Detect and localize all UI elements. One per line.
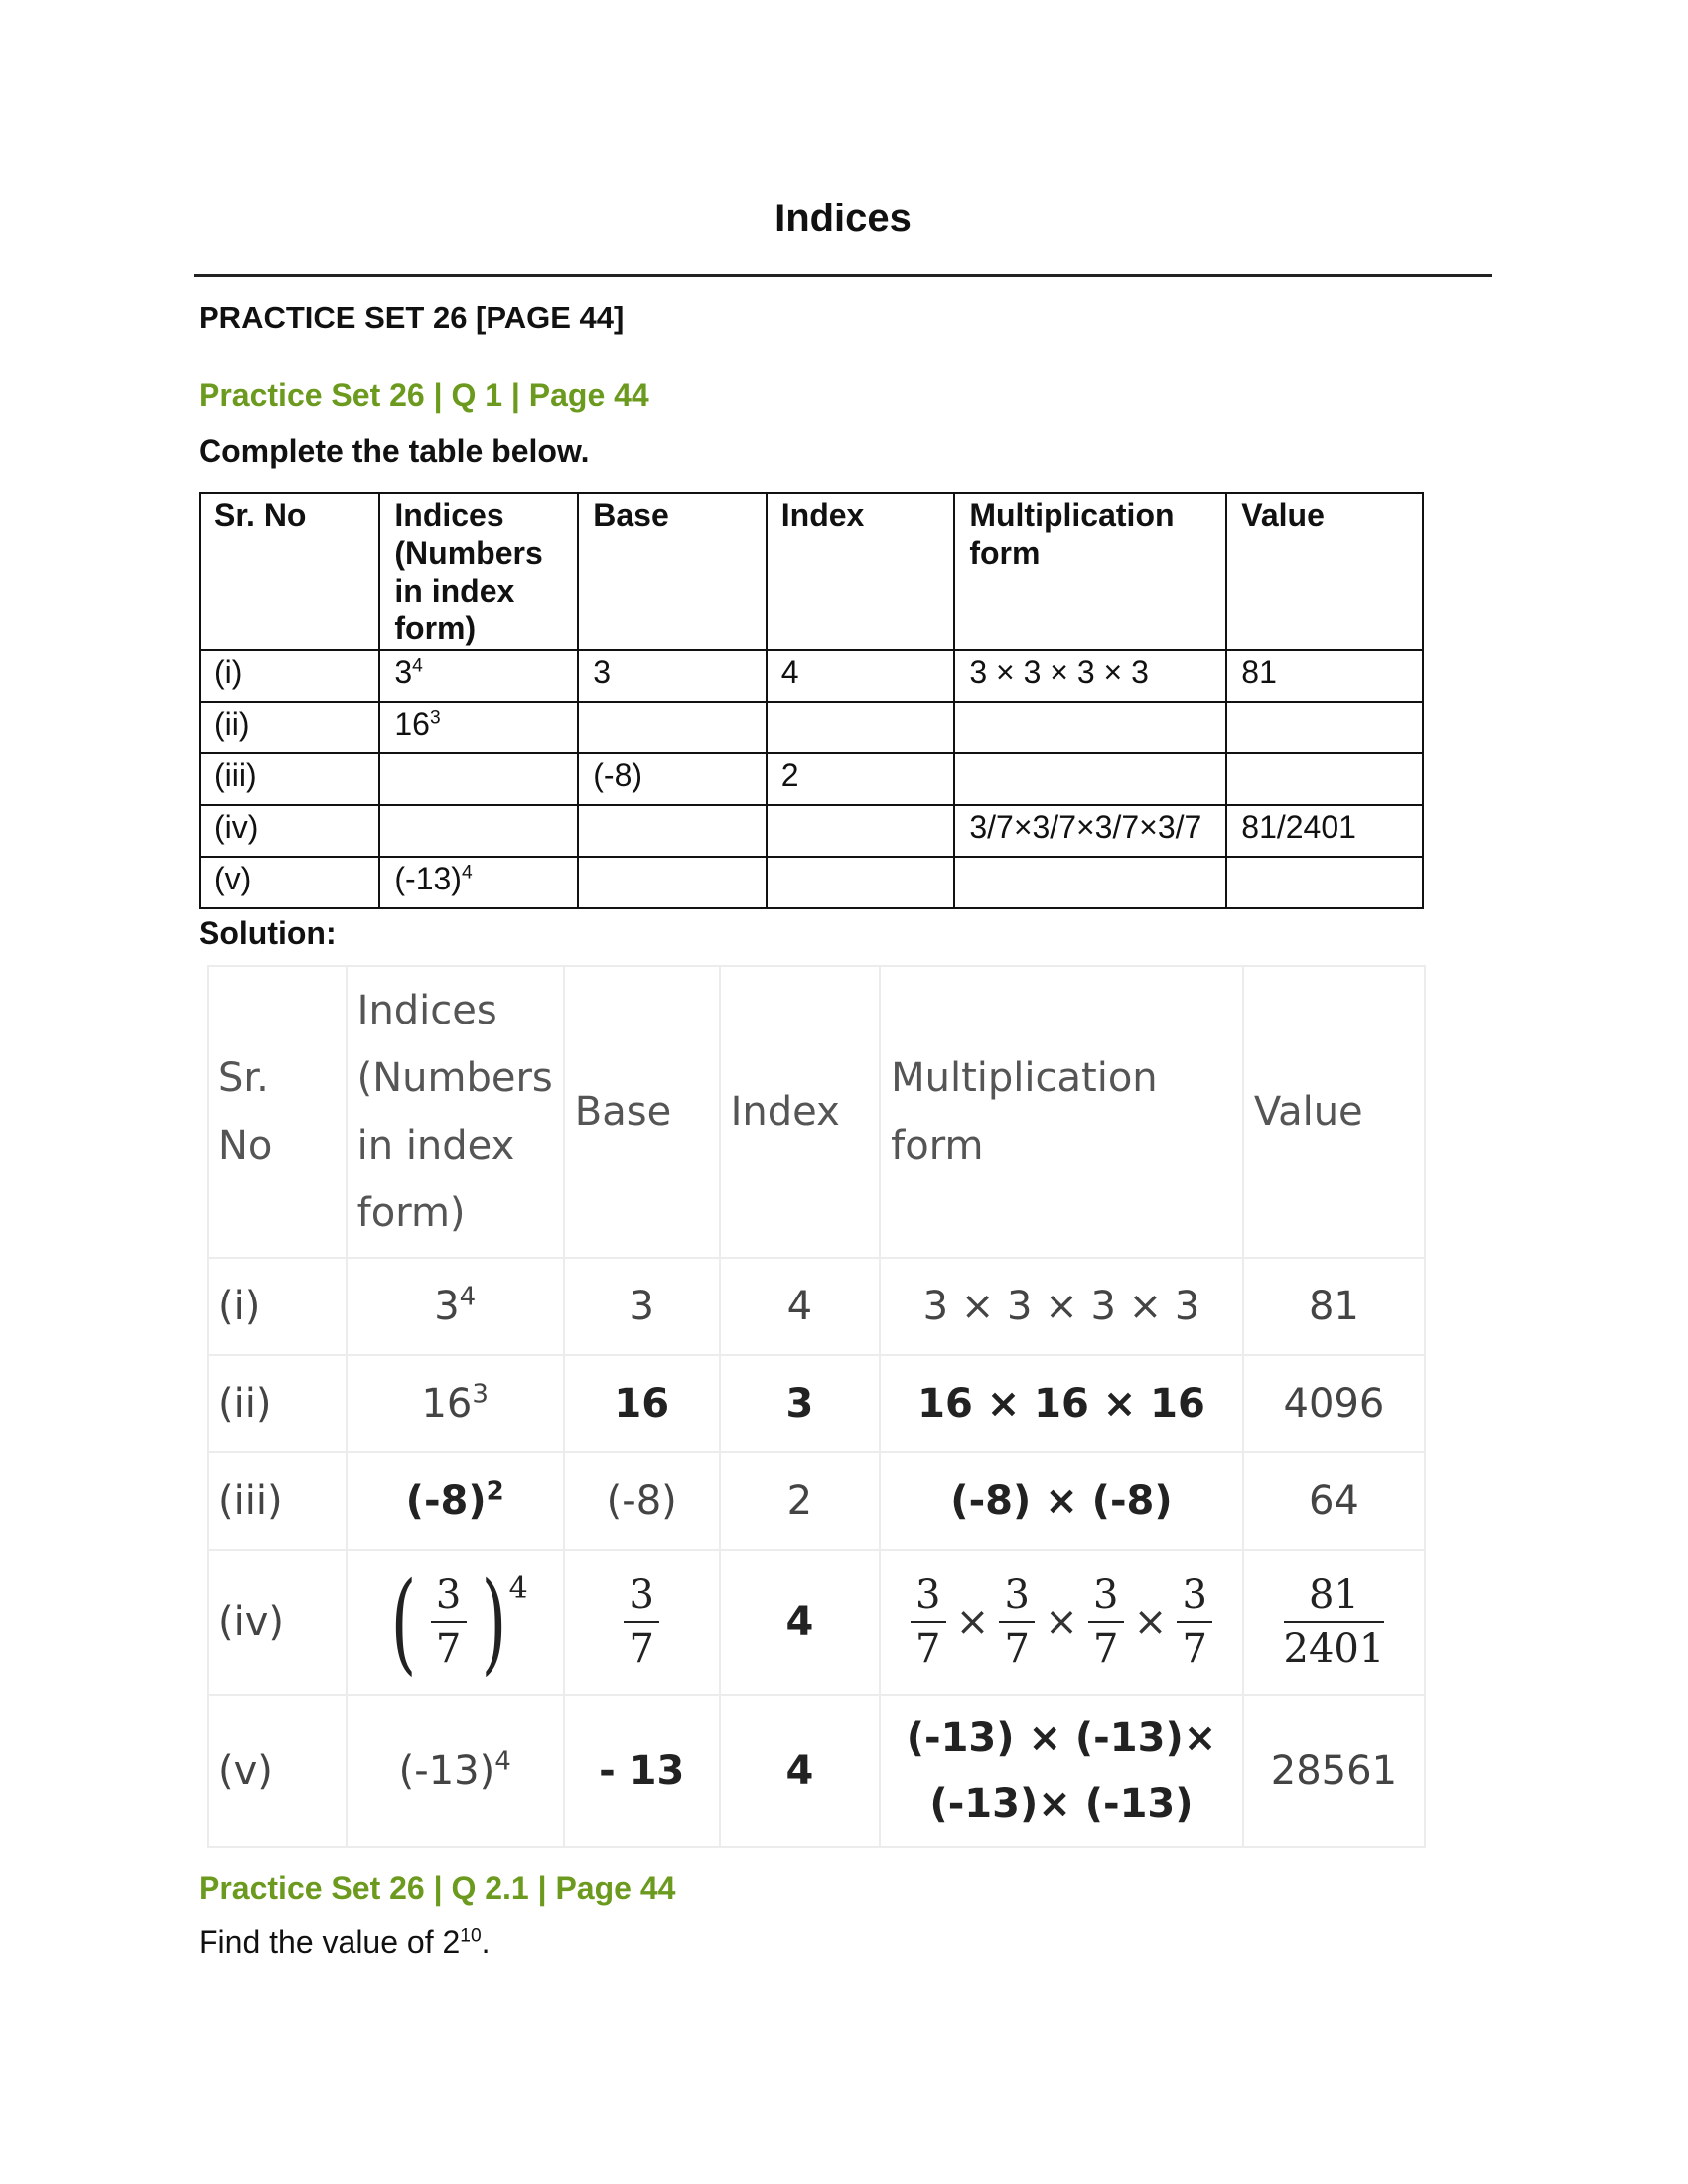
- fraction-denominator: 7: [1004, 1626, 1030, 1672]
- cell-sr: (v): [200, 857, 379, 908]
- sol-multiplication-line: (-13) × (-13)×: [906, 1715, 1217, 1761]
- sol-cell-value: 28561: [1243, 1695, 1425, 1847]
- fraction-denominator: 7: [1093, 1626, 1119, 1672]
- prompt-exponent: 10: [460, 1925, 482, 1947]
- cell-indices: [379, 753, 578, 805]
- indices-exponent: 4: [412, 655, 423, 677]
- sol-cell-base: 16: [564, 1355, 720, 1452]
- prompt-text: Find the value of 2: [199, 1924, 461, 1960]
- left-paren: (: [390, 1559, 417, 1686]
- fraction-numerator: 3: [435, 1572, 462, 1618]
- fraction: [999, 1570, 1035, 1675]
- question-1-link[interactable]: Practice Set 26 | Q 1 | Page 44: [199, 377, 649, 413]
- cell-index: [767, 805, 955, 857]
- cell-value: [1226, 753, 1423, 805]
- sol-cell-value: [1243, 1550, 1425, 1695]
- cell-multiplication: [954, 857, 1226, 908]
- indices-exponent: 3: [429, 707, 441, 729]
- fraction-numerator: 81: [1308, 1572, 1359, 1618]
- header-value: Value: [1226, 493, 1423, 650]
- sol-cell-sr: (v): [208, 1695, 347, 1847]
- table-row: [200, 857, 1423, 908]
- fraction: [1284, 1570, 1385, 1675]
- fraction-numerator: 3: [629, 1572, 654, 1618]
- sol-cell-indices: [347, 1258, 564, 1355]
- table-row: [208, 1258, 1425, 1355]
- table-row: [200, 702, 1423, 753]
- fraction-numerator: 3: [1004, 1572, 1030, 1618]
- sol-header-indices: [347, 966, 564, 1258]
- question-2-1-link[interactable]: Practice Set 26 | Q 2.1 | Page 44: [199, 1870, 676, 1906]
- sol-indices-base: (-8): [405, 1478, 487, 1524]
- cell-sr: (i): [200, 650, 379, 702]
- section-heading: PRACTICE SET 26 [PAGE 44]: [199, 300, 625, 335]
- fraction-denominator: 2401: [1283, 1626, 1385, 1672]
- fraction-denominator: 7: [914, 1626, 941, 1672]
- cell-sr: (iv): [200, 805, 379, 857]
- page-title: Indices: [774, 197, 912, 240]
- prompt-end: .: [481, 1924, 491, 1960]
- sol-cell-value: 4096: [1243, 1355, 1425, 1452]
- sol-cell-sr: (iii): [208, 1452, 347, 1550]
- times-sign: ×: [1133, 1599, 1168, 1645]
- sol-cell-sr: (iv): [208, 1550, 347, 1695]
- cell-sr: (ii): [200, 702, 379, 753]
- times-sign: ×: [955, 1599, 990, 1645]
- question-1-prompt: Complete the table below.: [199, 433, 590, 469]
- question-table: [199, 492, 1424, 909]
- table-row: [208, 1550, 1425, 1695]
- cell-multiplication: 3 × 3 × 3 × 3: [954, 650, 1226, 702]
- sol-header-indices-line: in index: [356, 1123, 515, 1168]
- sol-header-indices-line: (Numbers: [356, 1055, 553, 1101]
- times-sign: ×: [1045, 1599, 1078, 1645]
- solution-label: Solution:: [199, 915, 337, 951]
- indices-base: (-13): [394, 861, 462, 896]
- cell-index: 4: [767, 650, 955, 702]
- sol-header-indices-line: form): [356, 1190, 466, 1236]
- cell-indices: [379, 650, 578, 702]
- sol-header-index: Index: [720, 966, 881, 1258]
- sol-cell-multiplication: [880, 1550, 1243, 1695]
- question-table-header: [200, 493, 1423, 650]
- cell-base: [578, 702, 767, 753]
- table-row: [200, 805, 1423, 857]
- cell-value: [1226, 702, 1423, 753]
- sol-cell-sr: (i): [208, 1258, 347, 1355]
- sol-cell-multiplication: 16 × 16 × 16: [880, 1355, 1243, 1452]
- cell-multiplication: [954, 702, 1226, 753]
- sol-cell-indices: [347, 1550, 564, 1695]
- sol-cell-index: 4: [720, 1550, 881, 1695]
- indices-base: 16: [394, 706, 430, 742]
- cell-indices: [379, 805, 578, 857]
- sol-cell-index: 4: [720, 1258, 881, 1355]
- cell-value: 81/2401: [1226, 805, 1423, 857]
- sol-indices-exponent: 4: [508, 1571, 528, 1606]
- cell-base: [578, 805, 767, 857]
- sol-header-value: Value: [1243, 966, 1425, 1258]
- indices-exponent: 4: [461, 862, 473, 884]
- cell-index: [767, 702, 955, 753]
- sol-cell-multiplication: 3 × 3 × 3 × 3: [880, 1258, 1243, 1355]
- sol-cell-base: (-8): [564, 1452, 720, 1550]
- cell-multiplication: [954, 753, 1226, 805]
- table-row: [200, 650, 1423, 702]
- question-2-1-prompt: [199, 1924, 491, 1961]
- sol-header-indices-line: Indices: [356, 988, 497, 1033]
- sol-cell-multiplication: [880, 1695, 1243, 1847]
- sol-cell-base: 3: [564, 1258, 720, 1355]
- sol-indices-base: 3: [434, 1284, 460, 1329]
- cell-index: 2: [767, 753, 955, 805]
- header-multiplication-form: Multiplication form: [954, 493, 1226, 650]
- table-row: [208, 1452, 1425, 1550]
- sol-cell-index: 2: [720, 1452, 881, 1550]
- sol-header-multiplication-form: Multiplication form: [880, 966, 1243, 1258]
- solution-table: [207, 965, 1426, 1848]
- sol-cell-indices: [347, 1452, 564, 1550]
- cell-indices: [379, 857, 578, 908]
- sol-indices-exponent: 4: [459, 1282, 477, 1312]
- sol-indices-base: 16: [421, 1381, 473, 1427]
- fraction: [431, 1570, 467, 1675]
- title-divider: [194, 274, 1492, 277]
- sol-cell-indices: [347, 1355, 564, 1452]
- indices-base: 3: [394, 654, 413, 690]
- cell-value: [1226, 857, 1423, 908]
- header-index: Index: [767, 493, 955, 650]
- sol-cell-value: 64: [1243, 1452, 1425, 1550]
- sol-cell-index: 3: [720, 1355, 881, 1452]
- cell-value: 81: [1226, 650, 1423, 702]
- header-base: Base: [578, 493, 767, 650]
- fraction-numerator: 3: [914, 1572, 941, 1618]
- fraction: [1177, 1570, 1212, 1675]
- sol-cell-index: 4: [720, 1695, 881, 1847]
- fraction-numerator: 3: [1182, 1572, 1207, 1618]
- header-sr-no: Sr. No: [200, 493, 379, 650]
- cell-base: [578, 857, 767, 908]
- fraction: [1088, 1570, 1124, 1675]
- sol-cell-value: 81: [1243, 1258, 1425, 1355]
- cell-sr: (iii): [200, 753, 379, 805]
- sol-cell-base: [564, 1550, 720, 1695]
- sol-header-sr-no: Sr. No: [208, 966, 347, 1258]
- cell-base: 3: [578, 650, 767, 702]
- fraction-denominator: 7: [1182, 1626, 1207, 1672]
- fraction-denominator: 7: [435, 1626, 462, 1672]
- sol-multiplication-line: (-13)× (-13): [929, 1781, 1194, 1827]
- table-row: [208, 1355, 1425, 1452]
- fraction-denominator: 7: [629, 1626, 654, 1672]
- sol-indices-exponent: 4: [494, 1746, 511, 1777]
- table-row: [200, 753, 1423, 805]
- sol-indices-exponent: 3: [472, 1379, 489, 1410]
- cell-indices: [379, 702, 578, 753]
- right-paren: ): [481, 1559, 506, 1686]
- sol-cell-multiplication: (-8) × (-8): [880, 1452, 1243, 1550]
- fraction: [624, 1570, 659, 1675]
- sol-indices-fraction-power: [382, 1559, 528, 1686]
- header-indices: Indices (Numbers in index form): [379, 493, 578, 650]
- cell-multiplication: 3/7×3/7×3/7×3/7: [954, 805, 1226, 857]
- table-row: [208, 1695, 1425, 1847]
- fraction-numerator: 3: [1093, 1572, 1119, 1618]
- sol-indices-exponent: 2: [486, 1476, 504, 1507]
- fraction: [911, 1570, 946, 1675]
- sol-cell-base: - 13: [564, 1695, 720, 1847]
- sol-cell-indices: [347, 1695, 564, 1847]
- sol-cell-sr: (ii): [208, 1355, 347, 1452]
- cell-base: (-8): [578, 753, 767, 805]
- cell-index: [767, 857, 955, 908]
- sol-indices-base: (-13): [398, 1748, 495, 1794]
- sol-header-base: Base: [564, 966, 720, 1258]
- solution-table-header: [208, 966, 1425, 1258]
